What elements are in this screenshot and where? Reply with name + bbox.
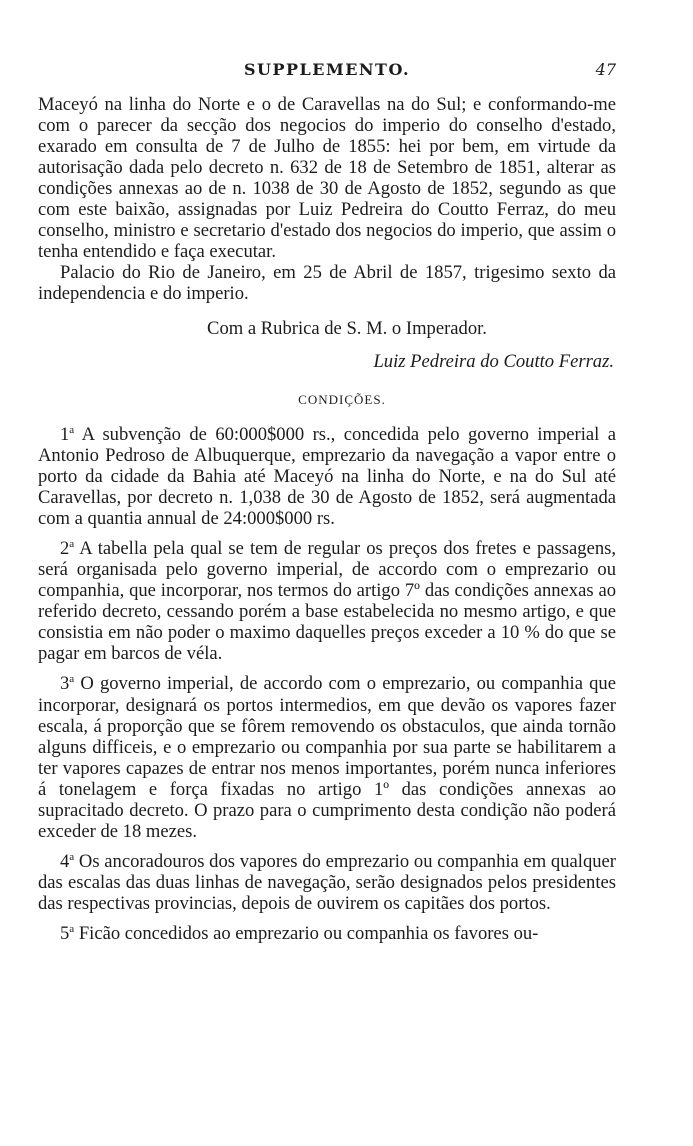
condition-text: A tabella pela qual se tem de regular os preços dos fretes e passagens, será organisada pelo governo imperial, de accordo com o emprezario ou companhia, que incorporar, nos termos do artigo 7º das condições annexas ao referido decreto, cessando porém a base estabelecida no mesmo artigo, e que consistia em não poder o maximo daquelles preços exceder a 10 % do que se pagar em barcos de véla. xyxy=(38,538,617,665)
condition-number: 2 xyxy=(60,538,70,560)
condition-text: Ficão concedidos ao emprezario ou companhia os favores ou- xyxy=(78,922,539,944)
condition-item-1 xyxy=(38,420,616,529)
signer-name: Luiz Pedreira do Coutto Ferraz. xyxy=(373,351,614,372)
rubrica-line: Com a Rubrica de S. M. o Imperador. xyxy=(207,318,487,339)
page xyxy=(38,60,616,944)
running-title: SUPPLEMENTO. xyxy=(243,60,411,79)
condition-ordinal: a xyxy=(69,850,75,863)
condition-text: O governo imperial, de accordo com o emprezario, ou companhia que incorporar, designará os portos intermedios, em que devão os vapores fazer escala, á proporção que se fôrem removendo os obstaculos, que ainda tornão alguns difficeis, e o emprezario ou companhia por sua parte se habilitarem a ter vapores capazes de entrar nos menos importantes, porém nunca inferiores á tonelagem e força fixadas no artigo 1º das condições annexas ao supracitado decreto. O prazo para o cumprimento desta condição não poderá exceder de 18 mezes. xyxy=(38,673,616,842)
condition-item-5 xyxy=(38,919,616,944)
condition-text: Os ancoradouros dos vapores do emprezario ou companhia em qualquer das escalas das duas linhas de navegação, serão designados pelos presidentes das respectivas provincias, depois de ouvirem os capitães dos portos. xyxy=(38,850,616,914)
condition-number: 5 xyxy=(60,922,70,944)
page-header xyxy=(38,60,616,84)
condition-number: 1 xyxy=(60,424,70,446)
condition-ordinal: a xyxy=(69,922,75,935)
condition-item-3 xyxy=(38,669,616,841)
condition-ordinal: a xyxy=(69,673,75,686)
date-place-paragraph: Palacio do Rio de Janeiro, em 25 de Abril de 1857, trigesimo sexto da independencia e do imperio. xyxy=(38,262,616,304)
condition-number: 4 xyxy=(60,850,70,872)
page-number: 47 xyxy=(595,60,616,79)
condition-ordinal: a xyxy=(69,538,75,551)
condition-ordinal: a xyxy=(69,424,75,436)
condition-number: 3 xyxy=(60,673,70,695)
decree-paragraph: Maceyó na linha do Norte e o de Caravellas na do Sul; e conformando-me com o parecer da secção dos negocios do imperio do conselho d'estado, exarado em consulta de 7 de Julho de 1855: hei por bem, em virtude da autorisação dada pelo decreto n. 632 de 18 de Setembro de 1851, alterar as condições annexas ao de n. 1038 de 30 de Agosto de 1852, segundo as que com este baixão, assignadas por Luiz Pedreira do Coutto Ferraz, do meu conselho, ministro e secretario d'estado dos negocios do imperio, que assim o tenha entendido e faça executar. xyxy=(38,94,616,262)
condition-item-2 xyxy=(38,534,616,664)
condition-item-4 xyxy=(38,847,616,914)
conditions-heading: CONDIÇÕES. xyxy=(298,392,386,407)
condition-text: A subvenção de 60:000$000 rs., concedida pelo governo imperial a Antonio Pedroso de Albuquerque, emprezario da navegação a vapor entre o porto da cidade da Bahia até Maceyó na linha do Norte, e na do Sul até Caravellas, por decreto n. 1,038 de 30 de Agosto de 1852, será augmentada com a quantia annual de 24:000$000 rs. xyxy=(38,424,617,530)
